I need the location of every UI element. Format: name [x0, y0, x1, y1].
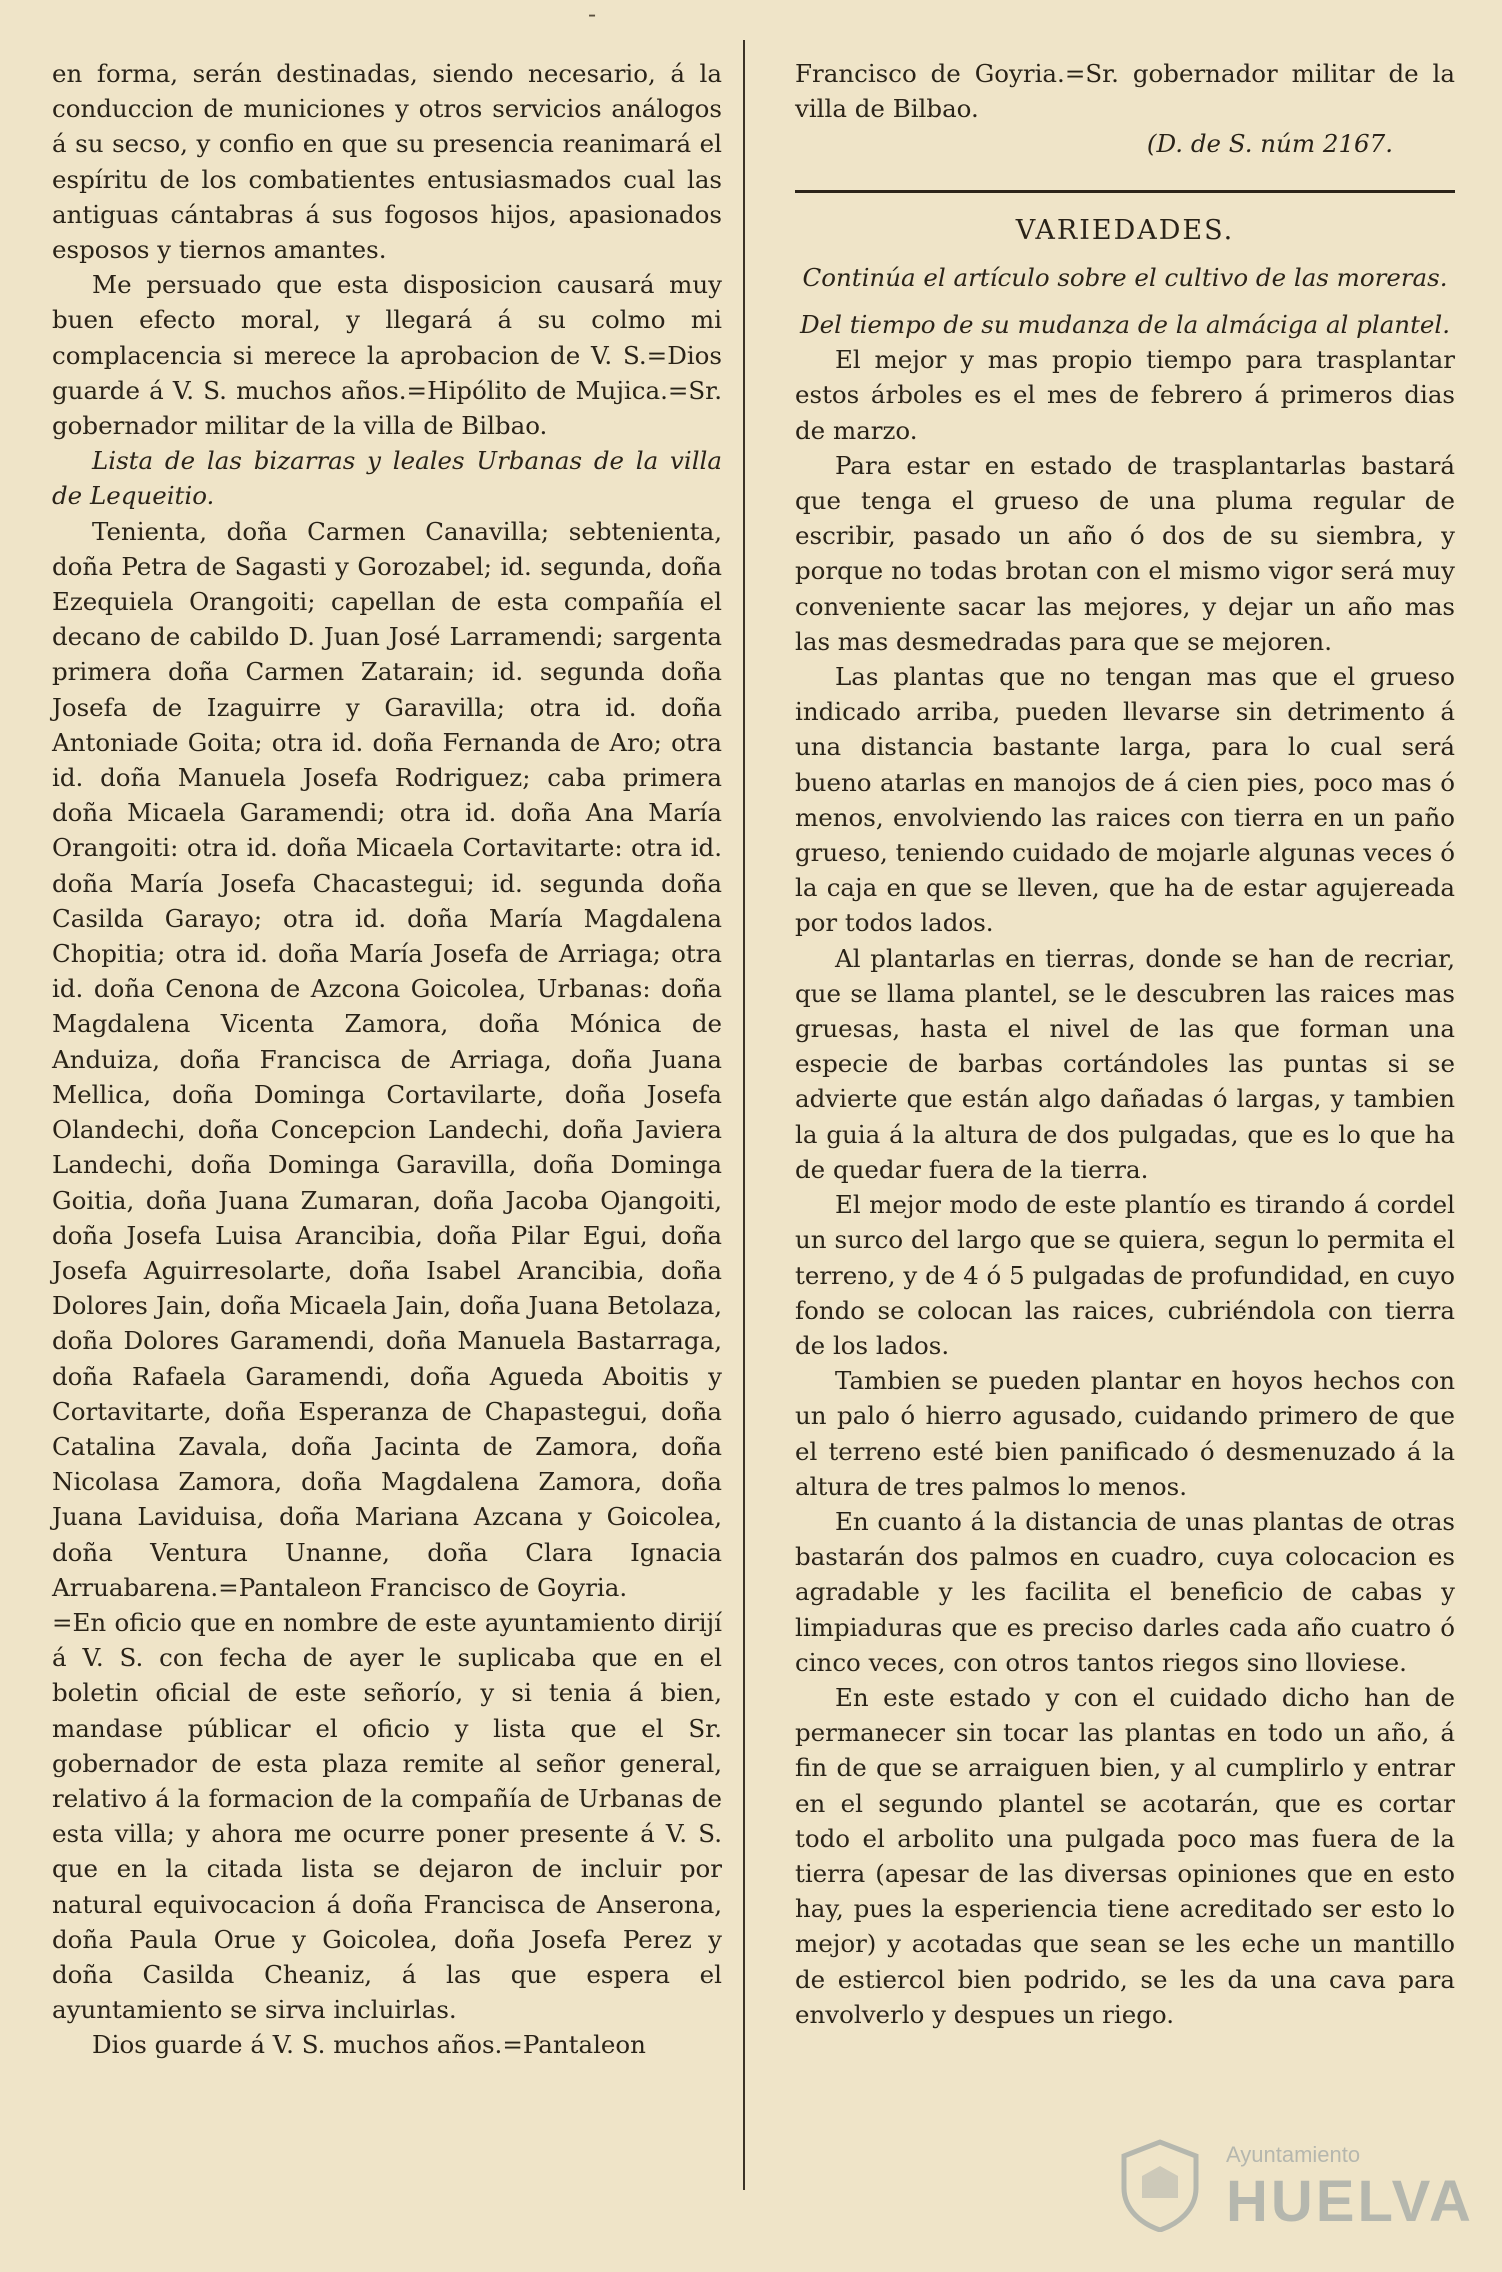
article-subhead: Del tiempo de su mudanza de la almáciga al plantel.	[799, 310, 1451, 340]
article-paragraph: Para estar en estado de trasplantarlas bastará que tenga el grueso de una pluma regular de escribir, pasado un año ó dos de su siembra, y porque no todas brotan con el mismo vigor será muy conveniente sacar las mejores, y dejar un año mas las mas desmedradas para que se mejoren.	[795, 450, 1455, 656]
left-paragraph-closing: Dios guarde á V. S. muchos años.=Pantaleon	[92, 2030, 646, 2060]
left-paragraph-1: en forma, serán destinadas, siendo necesario, á la conduccion de municiones y otros servicios análogos á su secso, y confio en que su presencia reanimará el espíritu de los combatientes entusiasmados cual las antiguas cántabras á sus fogosos hijos, apasionados esposos y tiernos amantes.	[52, 59, 722, 265]
left-column	[52, 56, 722, 2063]
section-rule	[795, 190, 1455, 193]
article-intro: Continúa el artículo sobre el cultivo de las moreras.	[802, 262, 1448, 292]
watermark-small-text: Ayuntamiento	[1226, 2142, 1361, 2167]
spacer	[795, 295, 1455, 307]
article-paragraph: Tambien se pueden plantar en hoyos hechos con un palo ó hierro agusado, cuidando primero de que el terreno esté bien panificado ó desmenuzado á la altura de tres palmos lo menos.	[795, 1366, 1455, 1501]
right-column	[795, 56, 1455, 2032]
city-coat-of-arms-icon	[1116, 2136, 1204, 2232]
right-continuation: Francisco de Goyria.=Sr. gobernador militar de la villa de Bilbao.	[795, 59, 1455, 124]
article-paragraph: En este estado y con el cuidado dicho han de permanecer sin tocar las plantas en todo un año, á fin de que se arraiguen bien, y al cumplirlo y entrar en el segundo plantel se acotarán, que es cortar todo el arbolito una pulgada poco mas fuera de la tierra (apesar de las diversas opiniones que en esto hay, pues la esperiencia tiene acreditado ser esto lo mejor) y acotadas que sean se les eche un mantillo de estiercol bien podrido, se les da una cava para envolverlo y despues un riego.	[795, 1682, 1455, 2029]
left-paragraph-oficio: =En oficio que en nombre de este ayuntamiento dirijí á V. S. con fecha de ayer le suplicaba que en el boletin oficial de este señorío, y si tenia á bien, mandase públicar el oficio y lista que el Sr. gobernador de esta plaza remite al señor general, relativo á la formacion de la compañía de Urbanas de esta villa; y ahora me ocurre poner presente á V. S. que en la citada lista se dejaron de incluir por natural equivocacion á doña Francisca de Anserona, doña Paula Orue y Goicolea, doña Josefa Perez y doña Casilda Cheaniz, á las que espera el ayuntamiento se sirva incluirlas.	[52, 1607, 722, 2025]
urbanas-list: Tenienta, doña Carmen Canavilla; sebtenienta, doña Petra de Sagasti y Gorozabel; id. segunda, doña Ezequiela Orangoiti; capellan de esta compañía el decano de cabildo D. Juan José Larramendi; sargenta primera doña Carmen Zatarain; id. segunda doña Josefa de Izaguirre y Garavilla; otra id. doña Antoniade Goita; otra id. doña Fernanda de Aro; otra id. doña Manuela Josefa Rodriguez; caba primera doña Micaela Garamendi; otra id. doña Ana María Orangoiti: otra id. doña Micaela Cortavitarte: otra id. doña María Josefa Chacastegui; id. segunda doña Casilda Garayo; otra id. doña María Magdalena Chopitia; otra id. doña María Josefa de Arriaga; otra id. doña Cenona de Azcona Goicolea, Urbanas: doña Magdalena Vicenta Zamora, doña Mónica de Anduiza, doña Francisca de Arriaga, doña Juana Mellica, doña Dominga Cortavilarte, doña Josefa Olandechi, doña Concepcion Landechi, doña Javiera Landechi, doña Dominga Garavilla, doña Dominga Goitia, doña Juana Zumaran, doña Jacoba Ojangoiti, doña Josefa Luisa Arancibia, doña Pilar Egui, doña Josefa Aguirresolarte, doña Isabel Arancibia, doña Dolores Jain, doña Micaela Jain, doña Juana Betolaza, doña Dolores Garamendi, doña Manuela Bastarraga, doña Rafaela Garamendi, doña Agueda Aboitis y Cortavitarte, doña Esperanza de Chapastegui, doña Catalina Zavala, doña Jacinta de Zamora, doña Nicolasa Zamora, doña Magdalena Zamora, doña Juana Laviduisa, doña Mariana Azcana y Goicolea, doña Ventura Unanne, doña Clara Ignacia Arruabarena.=Pantaleon Francisco de Goyria.	[52, 516, 722, 1602]
article-paragraph: En cuanto á la distancia de unas plantas de otras bastarán dos palmos en cuadro, cuya colocacion es agradable y les facilita el beneficio de cabas y limpiaduras que es preciso darles cada año cuatro ó cinco veces, con otros tantos riegos sino lloviese.	[795, 1506, 1455, 1677]
archive-watermark	[1116, 2128, 1474, 2238]
section-title: VARIEDADES.	[1015, 214, 1235, 246]
article-paragraph: El mejor y mas propio tiempo para trasplantar estos árboles es el mes de febrero á primeros dias de marzo.	[795, 345, 1455, 445]
column-divider	[743, 40, 745, 2190]
citation: (D. de S. núm 2167.	[1146, 129, 1393, 159]
page-top-mark: -	[588, 0, 597, 28]
list-heading: Lista de las bizarras y leales Urbanas de la villa de Lequeitio.	[52, 446, 722, 511]
article-paragraph: El mejor modo de este plantío es tirando á cordel un surco del largo que se quiera, segun lo permita el terreno, y de 4 ó 5 pulgadas de profundidad, en cuyo fondo se colocan las raices, cubriéndola con tierra de los lados.	[795, 1190, 1455, 1360]
left-paragraph-2: Me persuado que esta disposicion causará muy buen efecto moral, y llegará á su colmo mi complacencia si merece la aprobacion de V. S.=Dios guarde á V. S. muchos años.=Hipólito de Mujica.=Sr. gobernador militar de la villa de Bilbao.	[52, 270, 722, 441]
article-paragraph: Las plantas que no tengan mas que el grueso indicado arriba, pueden llevarse sin detrimento á una distancia bastante larga, para lo cual será bueno atarlas en manojos de á cien pies, poco mas ó menos, envolviendo las raices con tierra en un paño grueso, teniendo cuidado de mojarle algunas veces ó la caja en que se lleven, que ha de estar agujereada por todos lados.	[795, 662, 1455, 938]
article-paragraph: Al plantarlas en tierras, donde se han de recriar, que se llama plantel, se le descubren las raices mas gruesas, hasta el nivel de las que forman una especie de barbas cortándoles las puntas si se advierte que están algo dañadas ó largas, y tambien la guia á la altura de dos pulgadas, que es lo que ha de quedar fuera de la tierra.	[795, 943, 1455, 1184]
watermark-big-text: HUELVA	[1226, 2169, 1474, 2234]
spacer	[795, 248, 1455, 260]
